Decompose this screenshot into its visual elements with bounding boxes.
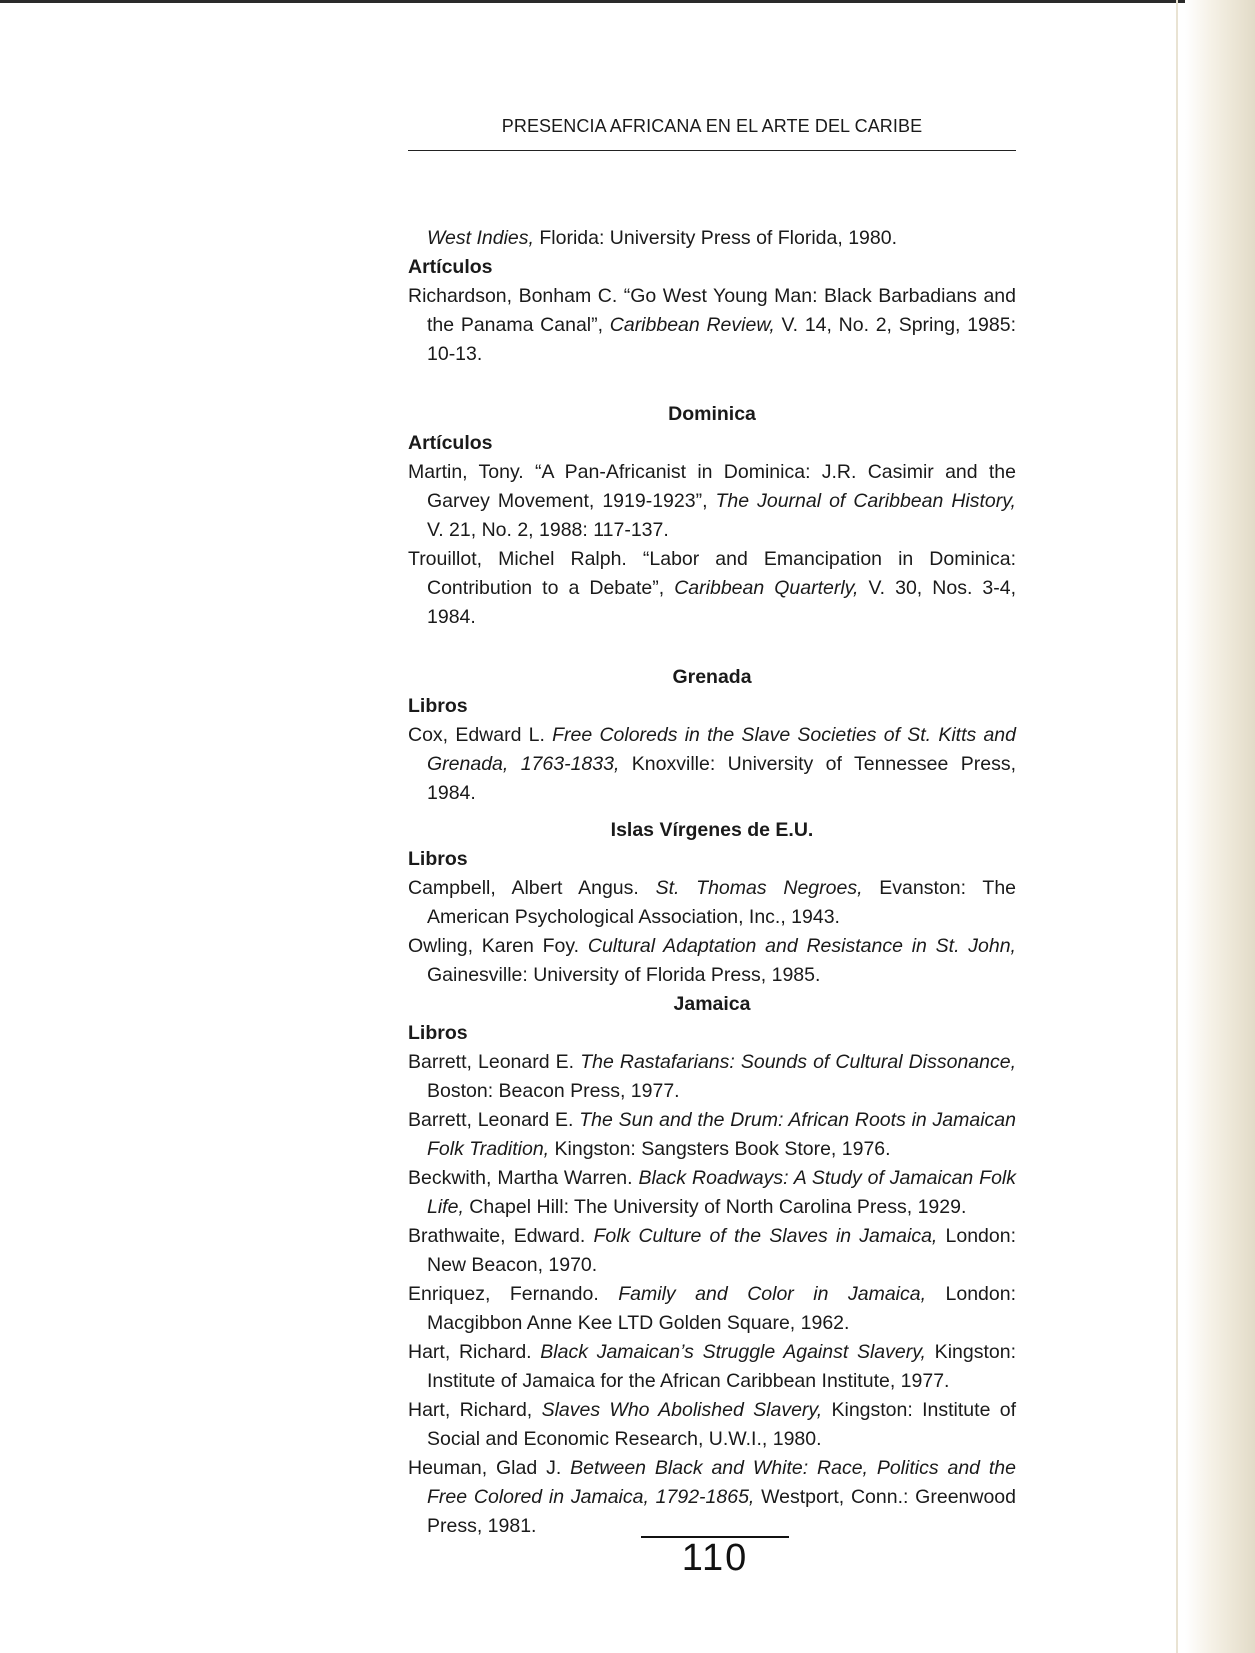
subsection-label: Libros <box>408 695 468 717</box>
subsection-label: Artículos <box>408 256 493 278</box>
bibliography-entry: Hart, Richard. Black Jamaican’s Struggle Against Slavery, Kingston: Institute of Jamaica for the African Caribbean Institute, 1977. <box>408 1341 1016 1392</box>
bibliography-entry: Richardson, Bonham C. “Go West Young Man: Black Barbadians and the Panama Canal”, Caribbean Review, V. 14, No. 2, Spring, 1985: 10-13. <box>408 285 1016 365</box>
page-gutter-shadow <box>1185 0 1255 1653</box>
bibliography-entry: Trouillot, Michel Ralph. “Labor and Emancipation in Dominica: Contribution to a Debate”, Caribbean Quarterly, V. 30, Nos. 3-4, 1984. <box>408 548 1017 628</box>
bibliography-body <box>408 224 1016 1541</box>
bibliography-entry: Owling, Karen Foy. Cultural Adaptation and Resistance in St. John, Gainesville: University of Florida Press, 1985. <box>408 935 1016 986</box>
subsection-label: Artículos <box>408 432 493 454</box>
bibliography-entry: Martin, Tony. “A Pan-Africanist in Dominica: J.R. Casimir and the Garvey Movement, 1919-1923”, The Journal of Caribbean History, V. 21, No. 2, 1988: 117-137. <box>408 461 1016 541</box>
bibliography-entry: Hart, Richard, Slaves Who Abolished Slavery, Kingston: Institute of Social and Economic Research, U.W.I., 1980. <box>408 1399 1017 1450</box>
page-number: 110 <box>681 1537 749 1579</box>
subsection-label: Libros <box>408 1022 468 1044</box>
bibliography-entry: Heuman, Glad J. Between Black and White: Race, Politics and the Free Colored in Jamaica, 1792-1865, Westport, Conn.: Greenwood Press, 1981. <box>408 1457 1017 1537</box>
page-top-edge <box>0 0 1255 3</box>
section-heading: Jamaica <box>673 993 751 1015</box>
bibliography-entry: Brathwaite, Edward. Folk Culture of the Slaves in Jamaica, London: New Beacon, 1970. <box>408 1225 1017 1276</box>
bibliography-entry: Beckwith, Martha Warren. Black Roadways: A Study of Jamaican Folk Life, Chapel Hill: The University of North Carolina Press, 1929. <box>408 1167 1016 1218</box>
bibliography-entry-continued: West Indies, Florida: University Press of Florida, 1980. <box>427 227 897 249</box>
bibliography-entry: Barrett, Leonard E. The Sun and the Drum: African Roots in Jamaican Folk Tradition, Kingston: Sangsters Book Store, 1976. <box>408 1109 1016 1160</box>
section-heading: Dominica <box>668 403 756 425</box>
section-heading: Islas Vírgenes de E.U. <box>610 819 814 841</box>
subsection-label: Libros <box>408 848 468 870</box>
header-rule <box>408 150 1016 151</box>
bibliography-entry: Cox, Edward L. Free Coloreds in the Slave Societies of St. Kitts and Grenada, 1763-1833, Knoxville: University of Tennessee Press, 1984. <box>408 724 1016 804</box>
bibliography-entry: Barrett, Leonard E. The Rastafarians: Sounds of Cultural Dissonance, Boston: Beacon Press, 1977. <box>408 1051 1016 1102</box>
section-heading: Grenada <box>672 666 752 688</box>
running-header: PRESENCIA AFRICANA EN EL ARTE DEL CARIBE <box>501 116 923 136</box>
bibliography-entry: Campbell, Albert Angus. St. Thomas Negroes, Evanston: The American Psychological Association, Inc., 1943. <box>408 877 1017 928</box>
page-gutter-crease <box>1176 0 1178 1653</box>
bibliography-entry: Enriquez, Fernando. Family and Color in Jamaica, London: Macgibbon Anne Kee LTD Golden Square, 1962. <box>408 1283 1016 1334</box>
